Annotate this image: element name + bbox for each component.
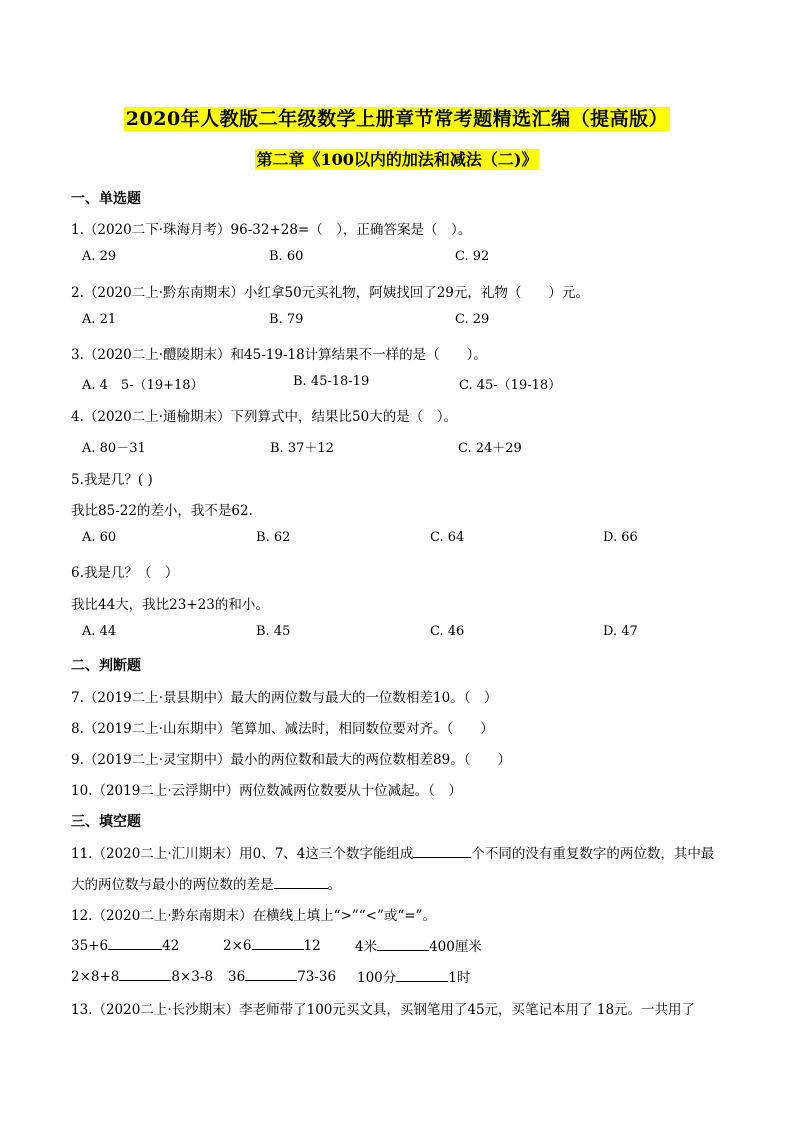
answer-blank[interactable] bbox=[119, 966, 171, 981]
section-heading-single-choice: 一、单选题 bbox=[71, 191, 141, 207]
option-b[interactable]: B. 37＋12 bbox=[270, 441, 334, 456]
question-13: 13.（2020二上·长沙期末）李老师带了100元买文具，买钢笔用了45元，买笔记本用了 18元。一共用了 bbox=[71, 1002, 696, 1018]
question-5-prompt: 我比85-22的差小，我不是62. bbox=[71, 503, 253, 519]
question-2: 2.（2020二上·黔东南期末）小红拿50元买礼物，阿姨找回了29元，礼物（ ）元。 bbox=[71, 285, 589, 301]
option-d[interactable]: D. 66 bbox=[603, 530, 638, 545]
question-6-prompt: 我比44大，我比23+23的和小。 bbox=[71, 597, 269, 613]
question-2-options bbox=[82, 312, 702, 330]
question-9: 9.（2019二上·灵宝期中）最小的两位数和最大的两位数相差89。（ ） bbox=[71, 752, 511, 768]
comparison-item: 36 73-36 bbox=[228, 966, 336, 985]
option-b[interactable]: B. 60 bbox=[269, 249, 304, 264]
option-c[interactable]: C. 92 bbox=[455, 249, 490, 264]
answer-blank[interactable] bbox=[108, 935, 162, 950]
option-a[interactable]: A. 80－31 bbox=[82, 441, 146, 456]
question-4-options bbox=[82, 437, 702, 455]
question-7: 7.（2019二上·景县期中）最大的两位数与最大的一位数相差10。（ ） bbox=[71, 690, 498, 706]
chapter-subtitle: 第二章《100以内的加法和减法（二)》 bbox=[256, 150, 538, 169]
question-6-options bbox=[82, 624, 702, 642]
comparison-item: 100分 1时 bbox=[357, 966, 470, 986]
option-a[interactable]: A. 21 bbox=[82, 312, 117, 327]
question-1: 1.（2020二下·珠海月考）96-32+28=（ ），正确答案是（ ）。 bbox=[71, 222, 472, 238]
comparison-item: 2×8+8 8×3-8 bbox=[71, 966, 213, 985]
question-10: 10.（2019二上·云浮期中）两位数减两位数要从十位减起。（ ） bbox=[71, 783, 462, 799]
question-3: 3.（2020二上·醴陵期末）和45-19-18计算结果不一样的是（ ）。 bbox=[71, 347, 487, 363]
answer-blank[interactable] bbox=[377, 936, 429, 951]
option-c[interactable]: C. 46 bbox=[430, 624, 465, 639]
question-3-options bbox=[82, 374, 702, 392]
option-a[interactable]: A. 4 5-（19+18） bbox=[82, 378, 204, 393]
section-heading-fill-in: 三、填空题 bbox=[71, 814, 141, 830]
option-c[interactable]: C. 29 bbox=[455, 312, 490, 327]
option-c[interactable]: C. 45-（19-18） bbox=[459, 378, 562, 393]
option-b[interactable]: B. 62 bbox=[256, 530, 291, 545]
option-c[interactable]: C. 24＋29 bbox=[458, 441, 522, 456]
question-8: 8.（2019二上·山东期中）笔算加、减法时，相同数位要对齐。（ ） bbox=[71, 721, 494, 737]
comparison-item: 2×6 12 bbox=[223, 935, 321, 954]
option-d[interactable]: D. 47 bbox=[603, 624, 638, 639]
question-1-options bbox=[82, 249, 702, 267]
question-6: 6.我是几？（ ） bbox=[71, 565, 179, 581]
option-a[interactable]: A. 29 bbox=[82, 249, 117, 264]
answer-blank[interactable] bbox=[252, 935, 304, 950]
question-5: 5.我是几？( ) bbox=[71, 472, 153, 488]
option-a[interactable]: A. 44 bbox=[82, 624, 117, 639]
answer-blank[interactable] bbox=[274, 874, 328, 889]
question-11-line-2: 大的两位数与最小的两位数的差是 。 bbox=[71, 873, 341, 893]
comparison-item: 35+6 42 bbox=[71, 935, 179, 954]
question-11-line-1: 11.（2020二上·汇川期末）用0、7、4这三个数字能组成 个不同的没有重复数字的两位数，其中最 bbox=[71, 842, 714, 862]
section-heading-true-false: 二、判断题 bbox=[71, 658, 141, 674]
question-4: 4.（2020二上·通榆期末）下列算式中，结果比50大的是（ ）。 bbox=[71, 409, 457, 425]
option-a[interactable]: A. 60 bbox=[82, 530, 117, 545]
answer-blank[interactable] bbox=[413, 843, 471, 858]
comparison-item: 4米 400厘米 bbox=[355, 935, 482, 955]
comparison-row-2 bbox=[71, 966, 731, 984]
answer-blank[interactable] bbox=[396, 967, 448, 982]
option-c[interactable]: C. 64 bbox=[430, 530, 465, 545]
question-5-options bbox=[82, 530, 702, 548]
answer-blank[interactable] bbox=[245, 966, 297, 981]
option-b[interactable]: B. 79 bbox=[269, 312, 304, 327]
option-b[interactable]: B. 45-18-19 bbox=[293, 374, 370, 389]
option-b[interactable]: B. 45 bbox=[256, 624, 291, 639]
question-12: 12.（2020二上·黔东南期末）在横线上填上“>”“<”或“=”。 bbox=[71, 908, 436, 924]
page-title: 2020年人教版二年级数学上册章节常考题精选汇编（提高版） bbox=[125, 108, 669, 130]
comparison-row-1 bbox=[71, 935, 731, 953]
